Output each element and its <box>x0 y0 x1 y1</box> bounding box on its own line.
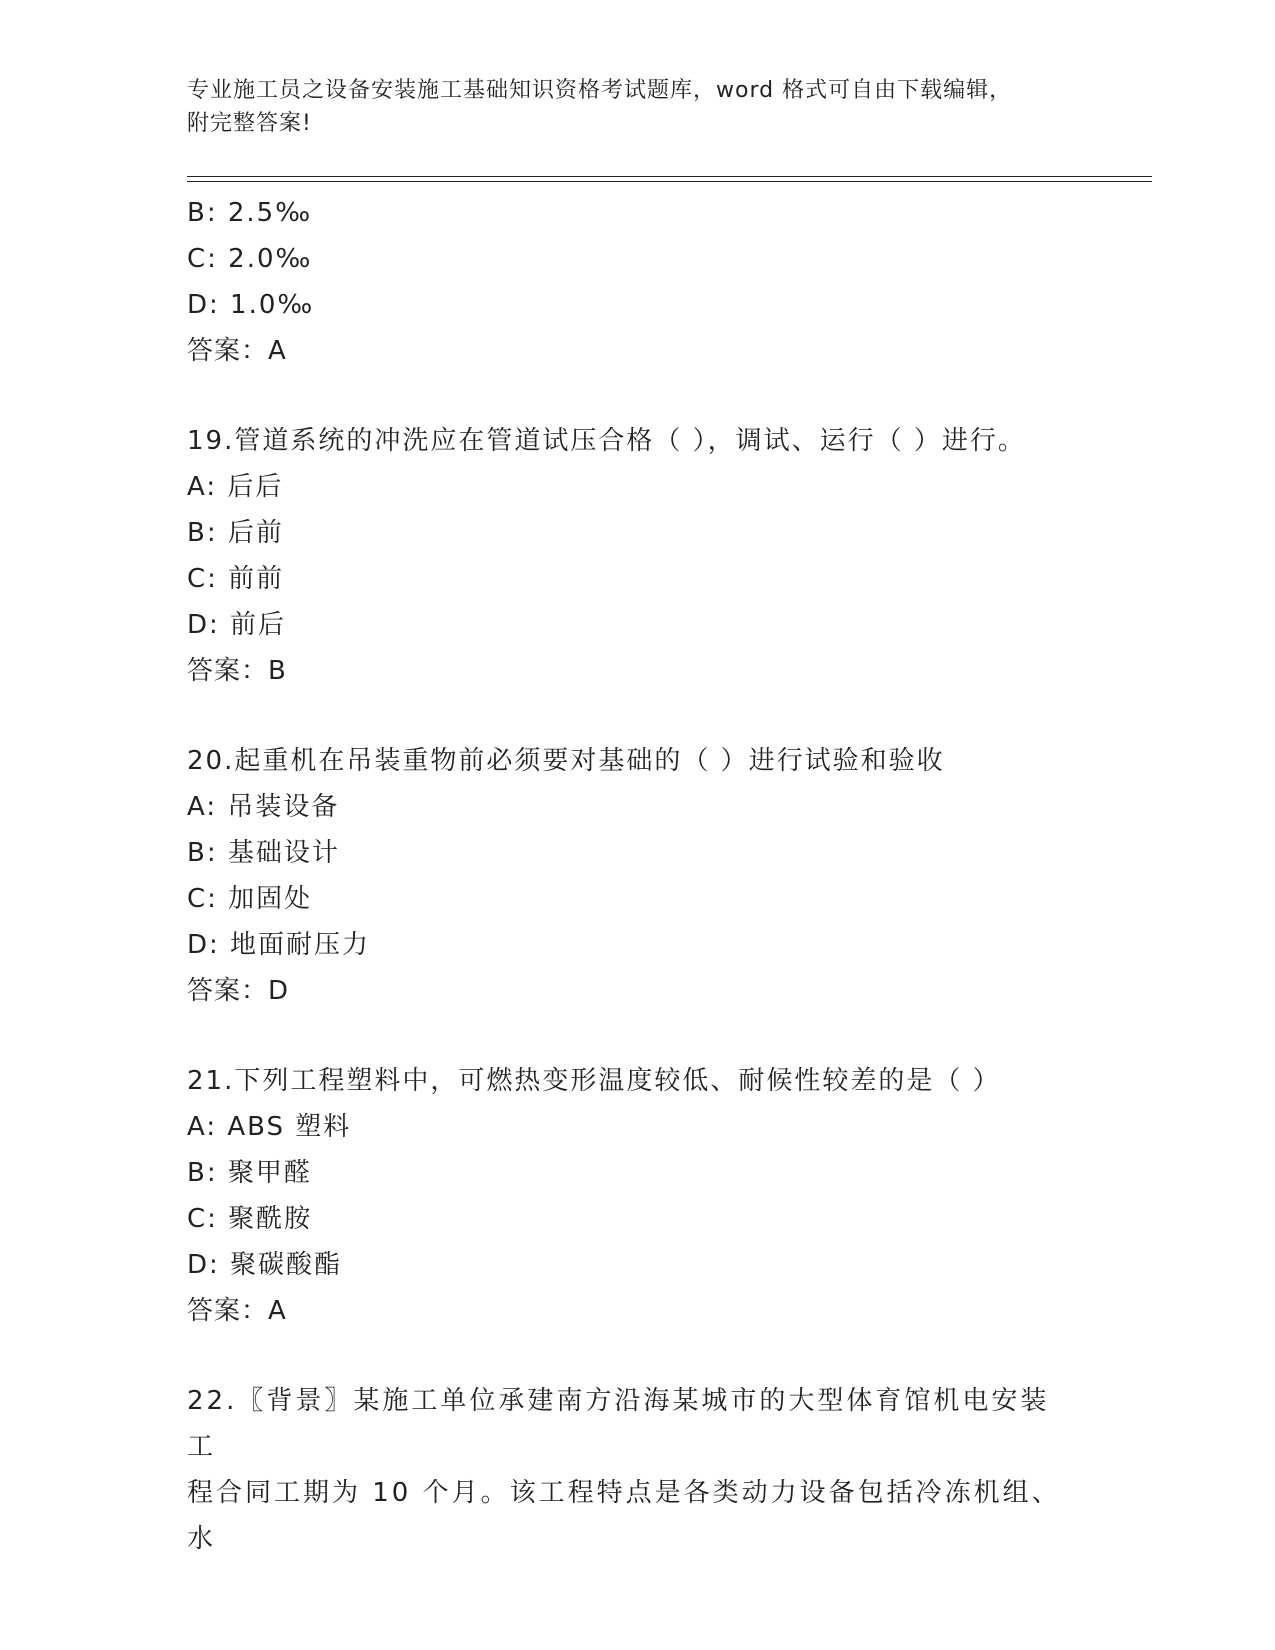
option-d: D: 地面耐压力 <box>187 930 371 960</box>
question-22 <box>187 1378 1067 1562</box>
question-text: 20.起重机在吊装重物前必须要对基础的（ ）进行试验和验收 <box>187 746 945 776</box>
question-19 <box>187 418 1087 694</box>
answer: 答案：B <box>187 656 287 686</box>
header-divider-top <box>187 176 1152 177</box>
spacer <box>187 1014 1087 1058</box>
option-c: C: 2.0‰ <box>187 244 313 274</box>
spacer <box>187 374 1087 418</box>
question-18-tail <box>187 190 1087 374</box>
document-header <box>187 74 1067 140</box>
question-text: 19.管道系统的冲洗应在管道试压合格（ ），调试、运行（ ）进行。 <box>187 426 1026 456</box>
option-c: C: 聚酰胺 <box>187 1204 313 1234</box>
option-b: B: 2.5‰ <box>187 198 313 228</box>
option-b: B: 后前 <box>187 518 284 548</box>
answer: 答案：D <box>187 976 290 1006</box>
question-content <box>187 190 1087 1562</box>
answer: 答案：A <box>187 336 287 366</box>
option-b: B: 基础设计 <box>187 838 340 868</box>
question-text-line-2: 程合同工期为 10 个月。该工程特点是各类动力设备包括冷冻机组、水 <box>187 1478 1061 1554</box>
option-a: A: ABS 塑料 <box>187 1112 352 1142</box>
question-21 <box>187 1058 1087 1334</box>
answer: 答案：A <box>187 1296 287 1326</box>
option-b: B: 聚甲醛 <box>187 1158 312 1188</box>
option-c: C: 加固处 <box>187 884 313 914</box>
header-line-1: 专业施工员之设备安装施工基础知识资格考试题库，word 格式可自由下载编辑， <box>187 78 1013 103</box>
option-d: D: 聚碳酸酯 <box>187 1250 343 1280</box>
spacer <box>187 1334 1087 1378</box>
option-a: A: 吊装设备 <box>187 792 340 822</box>
spacer <box>187 694 1087 738</box>
option-c: C: 前前 <box>187 564 285 594</box>
question-text: 21.下列工程塑料中，可燃热变形温度较低、耐候性较差的是（ ） <box>187 1066 1001 1096</box>
header-line-2: 附完整答案! <box>187 111 312 136</box>
question-20 <box>187 738 1087 1014</box>
option-d: D: 1.0‰ <box>187 290 315 320</box>
question-text-line-1: 22.〖背景〗某施工单位承建南方沿海某城市的大型体育馆机电安装工 <box>187 1386 1050 1462</box>
header-divider-bottom <box>187 181 1152 182</box>
option-d: D: 前后 <box>187 610 287 640</box>
option-a: A: 后后 <box>187 472 284 502</box>
